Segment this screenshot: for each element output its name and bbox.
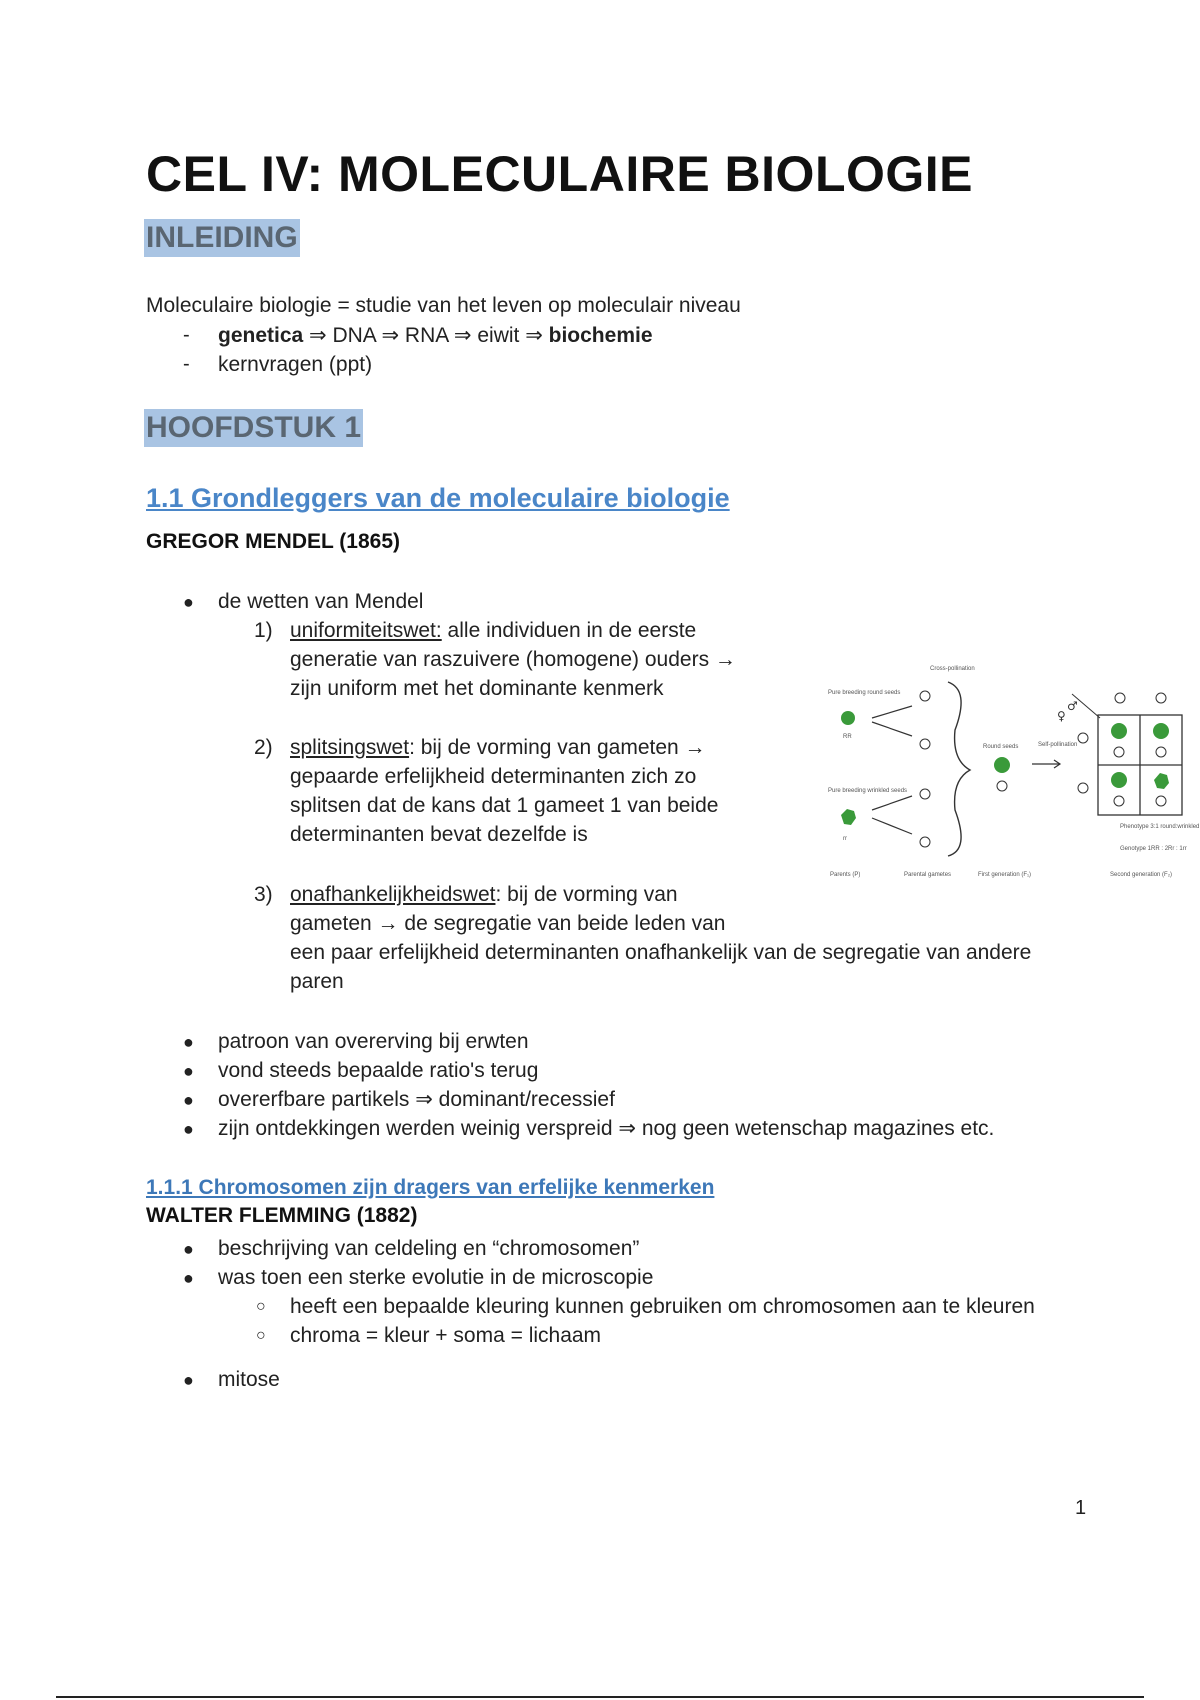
list-dash: - [183, 353, 190, 375]
law-line: een paar erfelijkheid determinanten onafhankelijk van de segregatie van andere [290, 941, 1032, 964]
gamete-icon [1114, 796, 1124, 806]
law-line: splitsen dat de kans dat 1 gameet 1 van beide [290, 794, 719, 817]
fig-label-second-gen: Second generation (F₂) [1110, 872, 1173, 878]
definition-text: Moleculaire biologie = studie van het leven op moleculair niveau [146, 294, 741, 317]
bullet-icon: ● [183, 1268, 194, 1288]
list-item: vond steeds bepaalde ratio's terug [218, 1059, 539, 1082]
male-icon: ♂ [1067, 699, 1078, 713]
flow-text: ⇒ DNA ⇒ RNA ⇒ eiwit ⇒ [303, 324, 549, 347]
chapter-heading: HOOFDSTUK 1 [144, 409, 363, 447]
bullet-icon: ● [183, 592, 194, 612]
subsection-heading[interactable]: 1.1.1 Chromosomen zijn dragers van erfelijke kenmerken [146, 1176, 715, 1199]
seed-round-icon [994, 757, 1010, 773]
law-line [290, 880, 678, 909]
fig-label-first-gen: First generation (F₁) [978, 872, 1032, 878]
law-term: splitsingswet [290, 736, 410, 759]
gamete-icon [997, 781, 1007, 791]
list-item: zijn ontdekkingen werden weinig verspreid ⇒ nog geen wetenschap magazines etc. [218, 1117, 995, 1140]
law-number: 1) [254, 619, 273, 642]
sub-bullet-icon: ○ [256, 1298, 266, 1315]
page-title: CEL IV: MOLECULAIRE BIOLOGIE [146, 146, 974, 202]
list-item [218, 321, 653, 350]
fig-label-parents: Parents (P) [830, 872, 861, 878]
law-term: onafhankelijkheidswet [290, 883, 496, 906]
list-item: overerfbare partikels ⇒ dominant/recessief [218, 1088, 615, 1111]
law-number: 3) [254, 883, 273, 906]
fig-label-self-pollination: Self-pollination [1038, 742, 1078, 748]
seed-round-icon [1111, 772, 1127, 788]
fig-label-cross-pollination: Cross-pollination [930, 666, 975, 672]
bullet-icon: ● [183, 1032, 194, 1052]
gamete-icon [920, 837, 930, 847]
gamete-icon [1156, 693, 1166, 703]
fig-label-round-seeds: Round seeds [983, 744, 1019, 750]
list-item: kernvragen (ppt) [218, 353, 373, 376]
section-heading[interactable]: 1.1 Grondleggers van de moleculaire biologie [146, 483, 730, 513]
person-heading: GREGOR MENDEL (1865) [146, 530, 400, 553]
seed-round-icon [1111, 723, 1127, 739]
list-item: was toen een sterke evolutie in de microscopie [218, 1266, 654, 1289]
gamete-icon [1156, 796, 1166, 806]
gamete-icon [1078, 783, 1088, 793]
law-line: gameten → de segregatie van beide leden van [290, 912, 726, 935]
law-line [290, 616, 696, 645]
bullet-icon: ● [183, 1061, 194, 1081]
sub-list-item: chroma = kleur + soma = lichaam [290, 1324, 602, 1347]
gamete-icon [920, 789, 930, 799]
law-line [290, 733, 706, 762]
list-item: beschrijving van celdeling en “chromosomen” [218, 1237, 640, 1260]
law-line: determinanten bevat dezelfde is [290, 823, 588, 846]
fig-label-parental-gametes: Parental gametes [904, 872, 952, 878]
law-line: gepaarde erfelijkheid determinanten zich zo [290, 765, 697, 788]
gamete-icon [1114, 747, 1124, 757]
seed-wrinkled-icon [1154, 773, 1169, 789]
fig-label-pure-wrinkled: Pure breeding wrinkled seeds [828, 788, 908, 794]
law-text: : bij de vorming van gameten → [409, 736, 706, 759]
law-text: : bij de vorming van [495, 883, 678, 906]
gamete-icon [1156, 747, 1166, 757]
brace-shape [948, 682, 970, 856]
inleiding-heading: INLEIDING [144, 219, 300, 257]
seed-wrinkled-icon [841, 809, 856, 825]
fig-label-pure-round: Pure breeding round seeds [828, 690, 901, 696]
female-icon: ♀ [1057, 709, 1066, 723]
law-line: paren [290, 970, 344, 993]
seed-round-icon [1153, 723, 1169, 739]
seed-round-icon [841, 711, 855, 725]
term-genetica: genetica [218, 324, 304, 347]
fig-label-rr-rec: rr [843, 836, 847, 842]
sub-bullet-icon: ○ [256, 1327, 266, 1344]
page-number: 1 [1075, 1497, 1087, 1519]
list-item: mitose [218, 1368, 280, 1391]
law-number: 2) [254, 736, 273, 759]
gamete-icon [920, 691, 930, 701]
arrow-line [872, 818, 912, 834]
list-item: de wetten van Mendel [218, 590, 424, 613]
law-line: generatie van raszuivere (homogene) ouders → [290, 648, 736, 671]
person-heading: WALTER FLEMMING (1882) [146, 1204, 418, 1227]
law-term: uniformiteitswet: [290, 619, 442, 642]
bullet-icon: ● [183, 1119, 194, 1139]
gamete-icon [1078, 733, 1088, 743]
mendel-cross-diagram [820, 660, 1200, 890]
arrow-line [872, 722, 912, 736]
bullet-icon: ● [183, 1090, 194, 1110]
bullet-icon: ● [183, 1239, 194, 1259]
fig-label-rr: RR [843, 734, 852, 740]
list-item: patroon van overerving bij erwten [218, 1030, 529, 1053]
gamete-icon [920, 739, 930, 749]
fig-label-phenotype: Phenotype 3:1 round:wrinkled [1120, 824, 1200, 830]
sub-list-item: heeft een bepaalde kleuring kunnen gebruiken om chromosomen aan te kleuren [290, 1295, 1035, 1318]
page-bottom-rule [56, 1696, 1144, 1698]
bullet-icon: ● [183, 1370, 194, 1390]
term-biochemie: biochemie [548, 324, 653, 347]
arrow-line [872, 706, 912, 718]
list-dash: - [183, 324, 190, 346]
law-text: alle individuen in de eerste [441, 619, 697, 642]
arrow-line [872, 796, 912, 810]
fig-label-genotype: Genotype 1RR : 2Rr : 1rr [1120, 846, 1187, 852]
gamete-icon [1115, 693, 1125, 703]
law-line: zijn uniform met het dominante kenmerk [290, 677, 664, 700]
